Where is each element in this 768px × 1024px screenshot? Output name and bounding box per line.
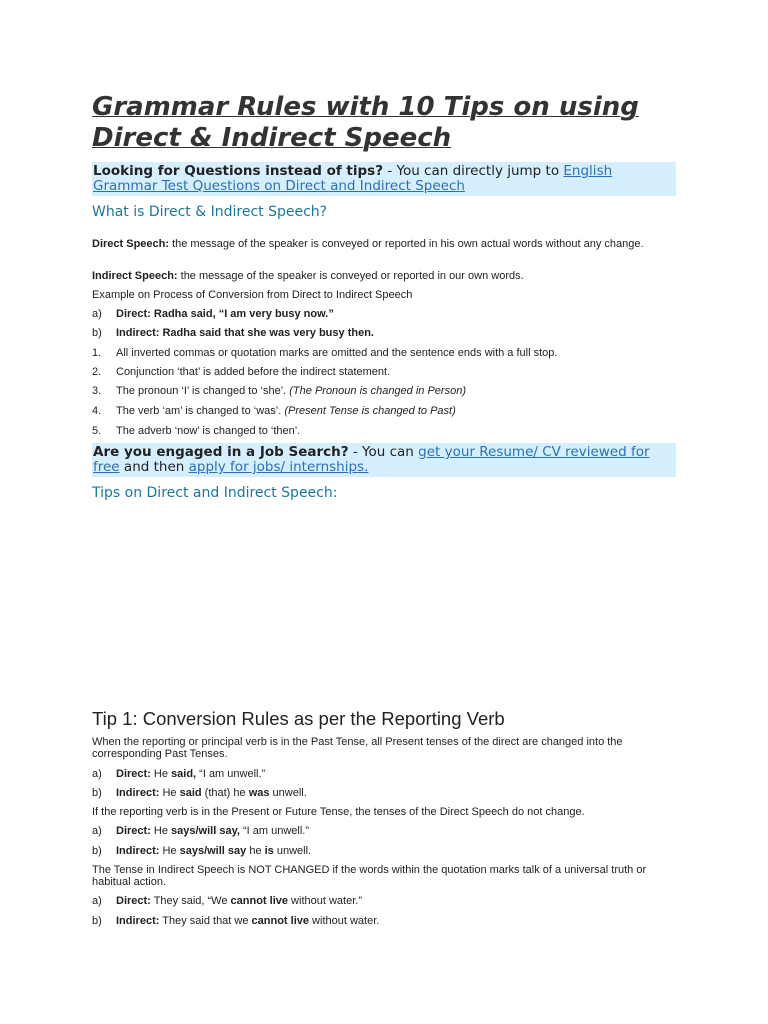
- list-text: Indirect: He says/will say he is unwell.: [116, 845, 312, 857]
- resume-review-link[interactable]: get your Resume/ CV reviewed for free: [93, 444, 650, 475]
- page-title: Grammar Rules with 10 Tips on using Direct & Indirect Speech: [92, 92, 639, 153]
- definition-label: Direct Speech:: [92, 238, 170, 250]
- banner-bold-text: Looking for Questions instead of tips?: [93, 163, 384, 179]
- list-marker: b): [92, 327, 102, 339]
- list-marker: 2.: [92, 366, 102, 378]
- list-text: The pronoun ‘I’ is changed to ‘she’. (The Pronoun is changed in Person): [116, 385, 466, 397]
- direct-speech-definition: [92, 238, 678, 250]
- list-marker: a): [92, 895, 102, 907]
- list-text: Indirect: They said that we cannot live without water.: [116, 915, 380, 927]
- tip-1-paragraph: If the reporting verb is in the Present or Future Tense, the tenses of the Direct Speech do not change.: [92, 806, 585, 818]
- banner-text: and then: [119, 459, 189, 475]
- list-marker: 5.: [92, 425, 102, 437]
- list-text: Direct: He says/will say, “I am unwell.”: [116, 825, 310, 837]
- list-text: The adverb ‘now’ is changed to ‘then’.: [116, 425, 301, 437]
- section-heading-tips: Tips on Direct and Indirect Speech:: [92, 485, 338, 501]
- list-marker: b): [92, 845, 102, 857]
- definition-text: the message of the speaker is conveyed or reported in our own words.: [177, 270, 524, 282]
- list-text: Direct: Radha said, “I am very busy now.”: [116, 308, 334, 320]
- questions-banner: [92, 162, 676, 196]
- list-marker: 4.: [92, 405, 102, 417]
- list-text: Indirect: Radha said that she was very busy then.: [116, 327, 374, 339]
- banner-text: - You can: [348, 444, 419, 460]
- example-intro: Example on Process of Conversion from Direct to Indirect Speech: [92, 289, 413, 301]
- list-marker: 3.: [92, 385, 102, 397]
- tip-1-heading: Tip 1: Conversion Rules as per the Reporting Verb: [92, 708, 505, 729]
- banner-bold-text: Are you engaged in a Job Search?: [93, 444, 349, 460]
- test-questions-link[interactable]: English Grammar Test Questions on Direct and Indirect Speech: [93, 163, 613, 194]
- list-text: Conjunction ‘that’ is added before the indirect statement.: [116, 366, 391, 378]
- list-marker: a): [92, 825, 102, 837]
- list-text: Direct: They said, “We cannot live without water.”: [116, 895, 362, 907]
- list-marker: b): [92, 787, 102, 799]
- list-marker: b): [92, 915, 102, 927]
- definition-label: Indirect Speech:: [92, 270, 178, 282]
- job-search-banner: [92, 443, 676, 477]
- tip-1-paragraph: The Tense in Indirect Speech is NOT CHANGED if the words within the quotation marks talk of a universal truth or habitual action.: [92, 864, 647, 888]
- indirect-speech-definition: [92, 270, 678, 282]
- apply-jobs-link[interactable]: apply for jobs/ internships.: [188, 459, 369, 475]
- list-text: Indirect: He said (that) he was unwell.: [116, 787, 307, 799]
- list-text: Direct: He said, “I am unwell.”: [116, 768, 266, 780]
- banner-text: - You can directly jump to: [383, 163, 564, 179]
- tip-1-paragraph: When the reporting or principal verb is in the Past Tense, all Present tenses of the direct are changed into the corresponding Past Tenses.: [92, 736, 623, 760]
- list-text: All inverted commas or quotation marks are omitted and the sentence ends with a full stop.: [116, 347, 558, 359]
- list-marker: 1.: [92, 347, 102, 359]
- section-heading-what-is: What is Direct & Indirect Speech?: [92, 204, 328, 220]
- list-marker: a): [92, 768, 102, 780]
- definition-text: the message of the speaker is conveyed or reported in his own actual words without any change.: [169, 238, 644, 250]
- list-marker: a): [92, 308, 102, 320]
- list-text: The verb ‘am’ is changed to ‘was’. (Present Tense is changed to Past): [116, 405, 456, 417]
